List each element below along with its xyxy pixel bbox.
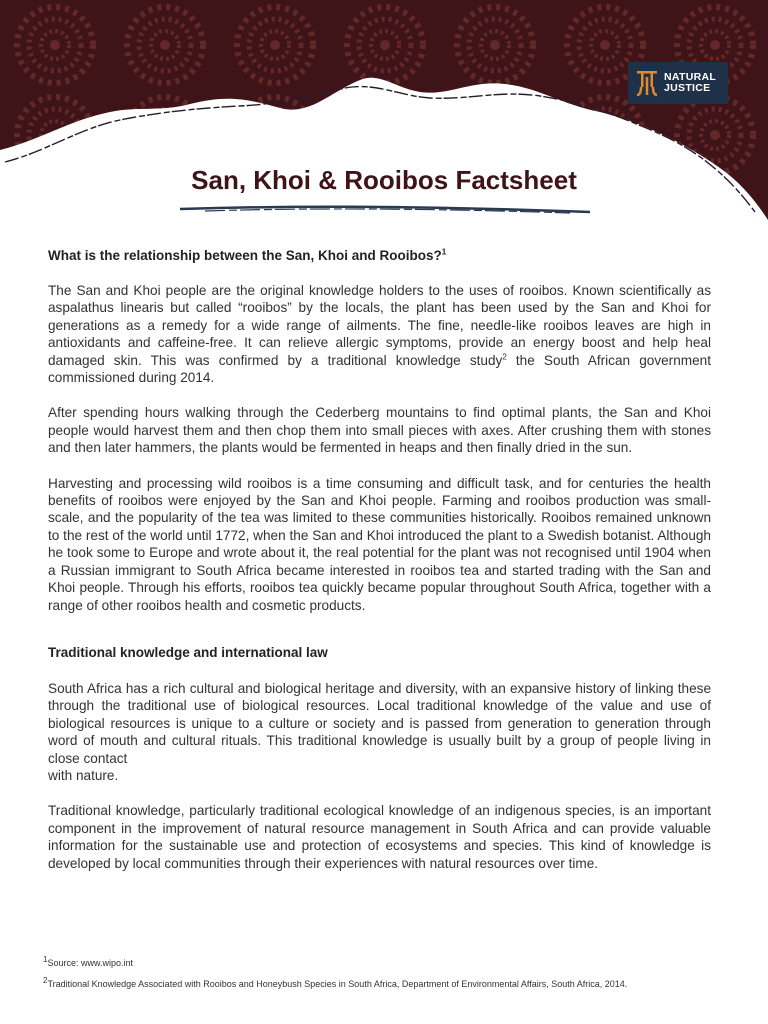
paragraph: Harvesting and processing wild rooibos is a time consuming and difficult task, and for centuries the health benefits of rooibos were enjoyed by the San and Khoi people. Farming and rooibos production was small-scale, and the popularity of the tea was limited to these communities historically. Rooibos remained unknown to the rest of the world until 1772, when the San and Khoi introduced the plant to a Swedish botanist. Although he took some to Europe and wrote about it, the real potential for the plant was not recognised until 1904 when a Russian immigrant to South Africa became interested in rooibos tea and started trading with the San and Khoi people. Through his efforts, rooibos tea quickly became popular throughout South Africa, together with a range of other rooibos health and cosmetic products.: [48, 475, 711, 613]
paragraph: The San and Khoi people are the original knowledge holders to the uses of rooibos. Known scientifically as aspalathus linearis but called “rooibos” by the locals, the plant has been used by the San and Khoi for generations as a remedy for a wide range of ailments. The fine, needle-like rooibos leaves are high in antioxidants and caffeine-free. It can relieve allergic symptoms, provide an energy boost and help heal damaged skin. This was confirmed by a traditional knowledge study$^2$ the South African government commissioned during 2014.: [48, 283, 711, 386]
paragraph: South Africa has a rich cultural and biological heritage and diversity, with an expansive history of linking these through the traditional use of biological resources. Local traditional knowledge of the value and use of biological resources is unique to a culture or society and is passed from generation to generation through word of mouth and cultural rituals. This traditional knowledge is usually built by a group of people living in close contact with nature.: [48, 680, 711, 783]
footnote-1: $^1$Source: www.wipo.int: [43, 955, 133, 968]
main-content: [48, 247, 711, 872]
header-banner: [0, 0, 768, 235]
logo-line-2: JUSTICE: [664, 82, 711, 94]
footnote-ref-1[interactable]: 1: [441, 247, 447, 257]
paragraph: Traditional knowledge, particularly traditional ecological knowledge of an indigenous species, is an important component in the improvement of natural resource management in South Africa and can provide valuable information for the sustainable use and protection of ecosystems and species. This kind of knowledge is developed by local communities through their experiences with natural resources over time.: [48, 803, 711, 871]
logo-line-1: NATURAL: [664, 71, 717, 83]
patterned-banner: [0, 0, 768, 235]
footnotes: [43, 955, 743, 1000]
footnote-ref-2[interactable]: 2: [502, 352, 507, 362]
page-title: San, Khoi & Rooibos Factsheet: [191, 165, 577, 195]
paragraph: After spending hours walking through the Cederberg mountains to find optimal plants, the San and Khoi people would harvest them and then chop them into small pieces with axes. After crushing them with stones and then later hammers, the plants would be fermented in heaps and then finally dried in the sun.: [48, 405, 711, 456]
natural-justice-logo: [628, 62, 728, 104]
natural-justice-mark-icon: [636, 69, 658, 97]
section-heading-relationship: What is the relationship between the San, Khoi and Rooibos?$^1$: [48, 247, 447, 263]
footnote-2: $^2$Traditional Knowledge Associated with Rooibos and Honeybush Species in South Africa, Department of Environmental Affairs, South Africa, 2014.: [43, 976, 628, 989]
section-heading-traditional-knowledge: Traditional knowledge and international law: [48, 644, 328, 660]
